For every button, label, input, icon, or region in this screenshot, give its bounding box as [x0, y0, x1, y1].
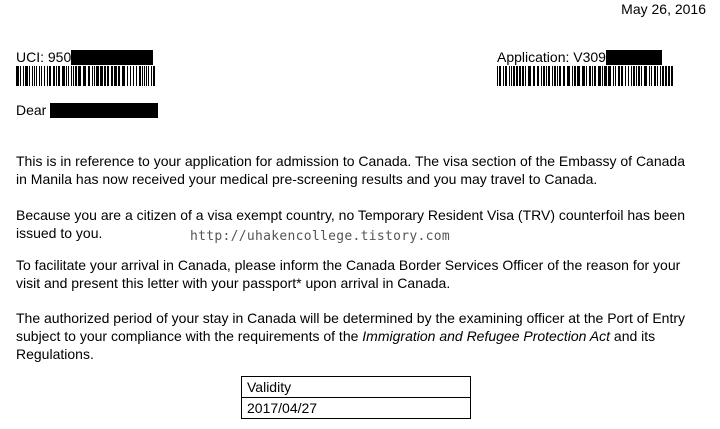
name-redaction — [50, 103, 158, 118]
barcode-bar — [615, 66, 616, 86]
barcode-bar — [148, 66, 149, 86]
barcode-bar — [107, 66, 109, 86]
barcode-bar — [525, 66, 526, 86]
barcode-bar — [73, 66, 74, 86]
barcode-bar — [608, 66, 611, 86]
barcode-bar — [604, 66, 607, 86]
barcode-bar — [631, 66, 632, 86]
barcode-bar — [153, 66, 155, 86]
barcode-bar — [94, 66, 95, 86]
barcode-bar — [654, 66, 656, 86]
barcode-bar — [644, 66, 647, 86]
barcode-bar — [618, 66, 620, 86]
watermark-url: http://uhakencollege.tistory.com — [190, 229, 451, 244]
barcode-bar — [582, 66, 585, 86]
barcode-bar — [586, 66, 587, 86]
barcode-bar — [130, 66, 131, 86]
barcode-bar — [118, 66, 120, 86]
barcode-bar — [589, 66, 591, 86]
barcode-bar — [133, 66, 134, 86]
barcode-bar — [56, 66, 57, 86]
barcode-bar — [628, 66, 629, 86]
barcode-bar — [88, 66, 90, 86]
barcode-bar — [92, 66, 93, 86]
paragraph-stay-period — [16, 309, 696, 363]
barcode-bar — [62, 66, 65, 86]
application-barcode — [497, 66, 674, 86]
barcode-bar — [122, 66, 125, 86]
barcode-bar — [71, 66, 72, 86]
barcode-bar — [552, 66, 553, 86]
barcode-bar — [96, 66, 99, 86]
barcode-bar — [519, 66, 521, 86]
barcode-bar — [83, 66, 86, 86]
application-redaction — [606, 50, 662, 65]
barcode-bar — [559, 66, 561, 86]
paragraph-visa-exempt: Because you are a citizen of a visa exempt country, no Temporary Resident Visa (TRV) counterfoil has been issued to you. — [16, 207, 685, 241]
barcode-bar — [20, 66, 21, 86]
barcode-bar — [613, 66, 614, 86]
barcode-bar — [39, 66, 40, 86]
letter-date: May 26, 2016 — [621, 1, 706, 17]
barcode-bar — [78, 66, 81, 86]
uci-reference — [16, 48, 153, 66]
barcode-bar — [533, 66, 535, 86]
barcode-bar — [146, 66, 147, 86]
barcode-bar — [49, 66, 51, 86]
barcode-bar — [592, 66, 593, 86]
barcode-bar — [543, 66, 545, 86]
barcode-bar — [594, 66, 596, 86]
barcode-bar — [638, 66, 640, 86]
stay-text-end: and its Regulations. — [16, 328, 656, 362]
barcode-bar — [100, 66, 103, 86]
validity-table — [241, 376, 471, 419]
barcode-bar — [34, 66, 35, 86]
barcode-bar — [671, 66, 673, 86]
application-label: Application: V309 — [497, 49, 606, 65]
paragraph-arrival: To facilitate your arrival in Canada, please inform the Canada Border Services Officer of the reason for your visit and present this letter with your passport* upon arrival in Canada. — [16, 257, 681, 291]
barcode-bar — [541, 66, 542, 86]
uci-redaction — [71, 50, 153, 65]
validity-date: 2017/04/27 — [242, 398, 471, 419]
uci-label: UCI: 950 — [16, 49, 72, 65]
barcode-bar — [111, 66, 113, 86]
barcode-bar — [66, 66, 67, 86]
barcode-bar — [548, 66, 550, 86]
barcode-bar — [104, 66, 106, 86]
barcode-bar — [44, 66, 45, 86]
validity-header: Validity — [242, 377, 471, 398]
barcode-bar — [621, 66, 623, 86]
barcode-bar — [139, 66, 141, 86]
barcode-bar — [574, 66, 576, 86]
validity-date-row — [242, 398, 471, 419]
barcode-bar — [577, 66, 580, 86]
validity-header-row — [242, 377, 471, 398]
barcode-bar — [509, 66, 510, 86]
paragraph-medical-results: This is in reference to your application for admission to Canada. The visa section of the Embassy of Canada in Manila has now received your medical pre-screening results and you may travel to Canada. — [16, 153, 685, 187]
barcode-bar — [598, 66, 601, 86]
salutation — [16, 101, 158, 119]
barcode-bar — [641, 66, 642, 86]
uci-barcode — [16, 66, 156, 86]
barcode-bar — [36, 66, 37, 86]
barcode-bar — [657, 66, 658, 86]
barcode-bar — [649, 66, 650, 86]
barcode-bar — [528, 66, 531, 86]
barcode-bar — [633, 66, 635, 86]
barcode-bar — [127, 66, 128, 86]
barcode-bar — [25, 66, 28, 86]
barcode-bar — [557, 66, 558, 86]
barcode-bar — [75, 66, 77, 86]
barcode-bar — [511, 66, 512, 86]
salutation-text: Dear — [16, 102, 47, 118]
barcode-bar — [567, 66, 570, 86]
barcode-bar — [499, 66, 501, 86]
barcode-bar — [660, 66, 661, 86]
barcode-bar — [522, 66, 524, 86]
barcode-bar — [142, 66, 143, 86]
barcode-bar — [151, 66, 152, 86]
application-reference — [497, 48, 662, 66]
barcode-bar — [625, 66, 626, 86]
barcode-bar — [23, 66, 24, 86]
barcode-bar — [651, 66, 652, 86]
barcode-bar — [144, 66, 145, 86]
barcode-bar — [503, 66, 504, 86]
barcode-bar — [32, 66, 33, 86]
barcode-bar — [516, 66, 518, 86]
barcode-bar — [16, 66, 19, 86]
barcode-bar — [668, 66, 670, 86]
barcode-bar — [665, 66, 667, 86]
barcode-bar — [497, 66, 498, 86]
barcode-bar — [41, 66, 42, 86]
barcode-bar — [636, 66, 637, 86]
barcode-bar — [572, 66, 573, 86]
barcode-bar — [136, 66, 137, 86]
barcode-bar — [114, 66, 117, 86]
barcode-bar — [29, 66, 30, 86]
barcode-bar — [537, 66, 539, 86]
barcode-bar — [662, 66, 664, 86]
barcode-bar — [554, 66, 556, 86]
stay-text-start: The authorized period of your stay in Canada will be determined by the examining officer at the Port of Entry subject to your compliance with the requirements of the — [16, 310, 685, 344]
barcode-bar — [546, 66, 547, 86]
barcode-bar — [563, 66, 565, 86]
barcode-bar — [47, 66, 48, 86]
act-name: Immigration and Refugee Protection Act — [362, 328, 611, 344]
barcode-bar — [53, 66, 55, 86]
barcode-bar — [58, 66, 60, 86]
barcode-bar — [505, 66, 507, 86]
barcode-bar — [602, 66, 603, 86]
barcode-bar — [68, 66, 69, 86]
barcode-bar — [513, 66, 515, 86]
